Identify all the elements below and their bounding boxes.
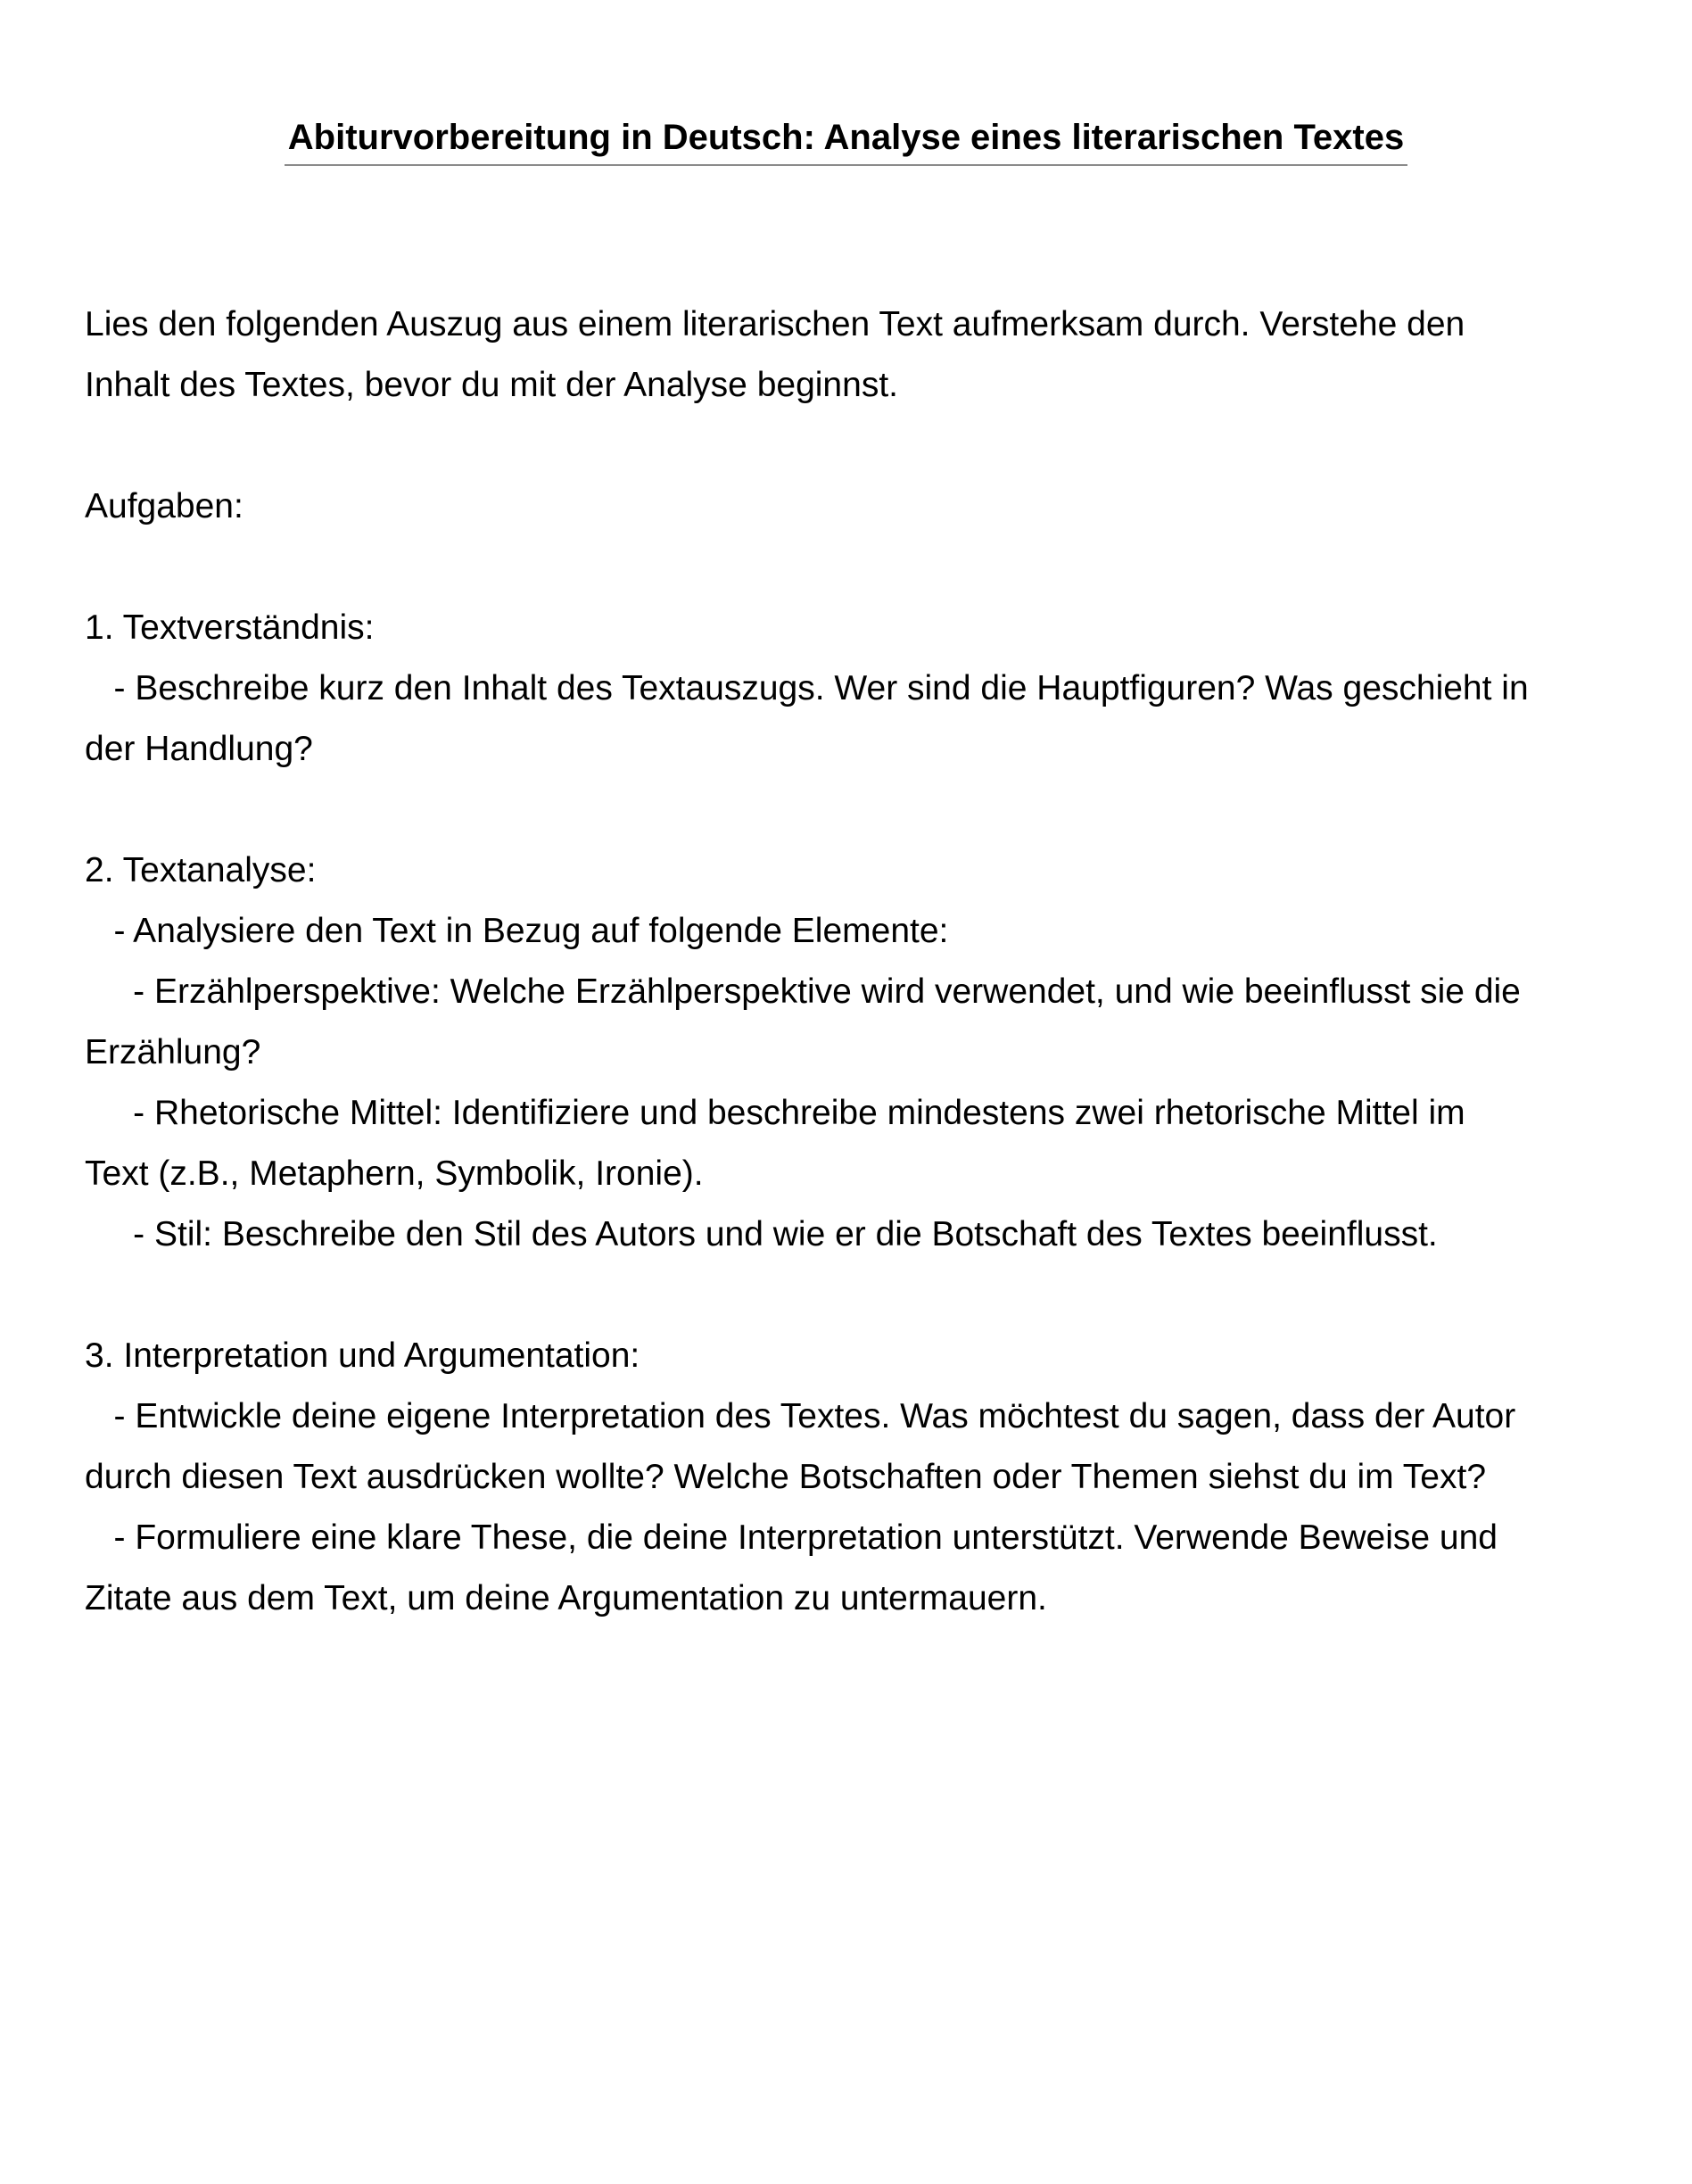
intro-line: Lies den folgenden Auszug aus einem literarischen Text aufmerksam durch. Verstehe den [85, 305, 1465, 343]
task2-line: Text (z.B., Metaphern, Symbolik, Ironie). [85, 1154, 704, 1193]
page-title: Abiturvorbereitung in Deutsch: Analyse eines literarischen Textes [285, 114, 1407, 166]
task2-line: - Rhetorische Mittel: Identifiziere und beschreibe mindestens zwei rhetorische Mittel im [85, 1094, 1465, 1132]
task3-line: Zitate aus dem Text, um deine Argumentation zu untermauern. [85, 1579, 1047, 1617]
task2-line: Erzählung? [85, 1033, 261, 1071]
task1-heading: 1. Textverständnis: [85, 608, 375, 647]
intro-line: Inhalt des Textes, bevor du mit der Analyse beginnst. [85, 366, 898, 404]
task3-line: - Entwickle deine eigene Interpretation des Textes. Was möchtest du sagen, dass der Autor [85, 1397, 1516, 1435]
task3-line: durch diesen Text ausdrücken wollte? Welche Botschaften oder Themen siehst du im Text? [85, 1458, 1487, 1496]
task2-heading: 2. Textanalyse: [85, 851, 317, 889]
spacer [85, 1265, 1619, 1326]
task1-line: der Handlung? [85, 730, 313, 768]
task1-line: - Beschreibe kurz den Inhalt des Textauszugs. Wer sind die Hauptfiguren? Was geschieht in [85, 669, 1529, 707]
task2-line: - Stil: Beschreibe den Stil des Autors und wie er die Botschaft des Textes beeinflusst. [85, 1215, 1438, 1253]
task3-heading: 3. Interpretation und Argumentation: [85, 1336, 640, 1375]
document-body [85, 294, 1619, 1629]
spacer [85, 780, 1619, 840]
task2-line: - Analysiere den Text in Bezug auf folgende Elemente: [85, 912, 949, 950]
title-container [0, 114, 1692, 166]
spacer [85, 537, 1619, 598]
task2-line: - Erzählperspektive: Welche Erzählperspektive wird verwendet, und wie beeinflusst sie die [85, 972, 1521, 1011]
spacer [85, 416, 1619, 476]
task3-line: - Formuliere eine klare These, die deine Interpretation unterstützt. Verwende Beweise und [85, 1518, 1498, 1557]
tasks-heading: Aufgaben: [85, 487, 243, 525]
